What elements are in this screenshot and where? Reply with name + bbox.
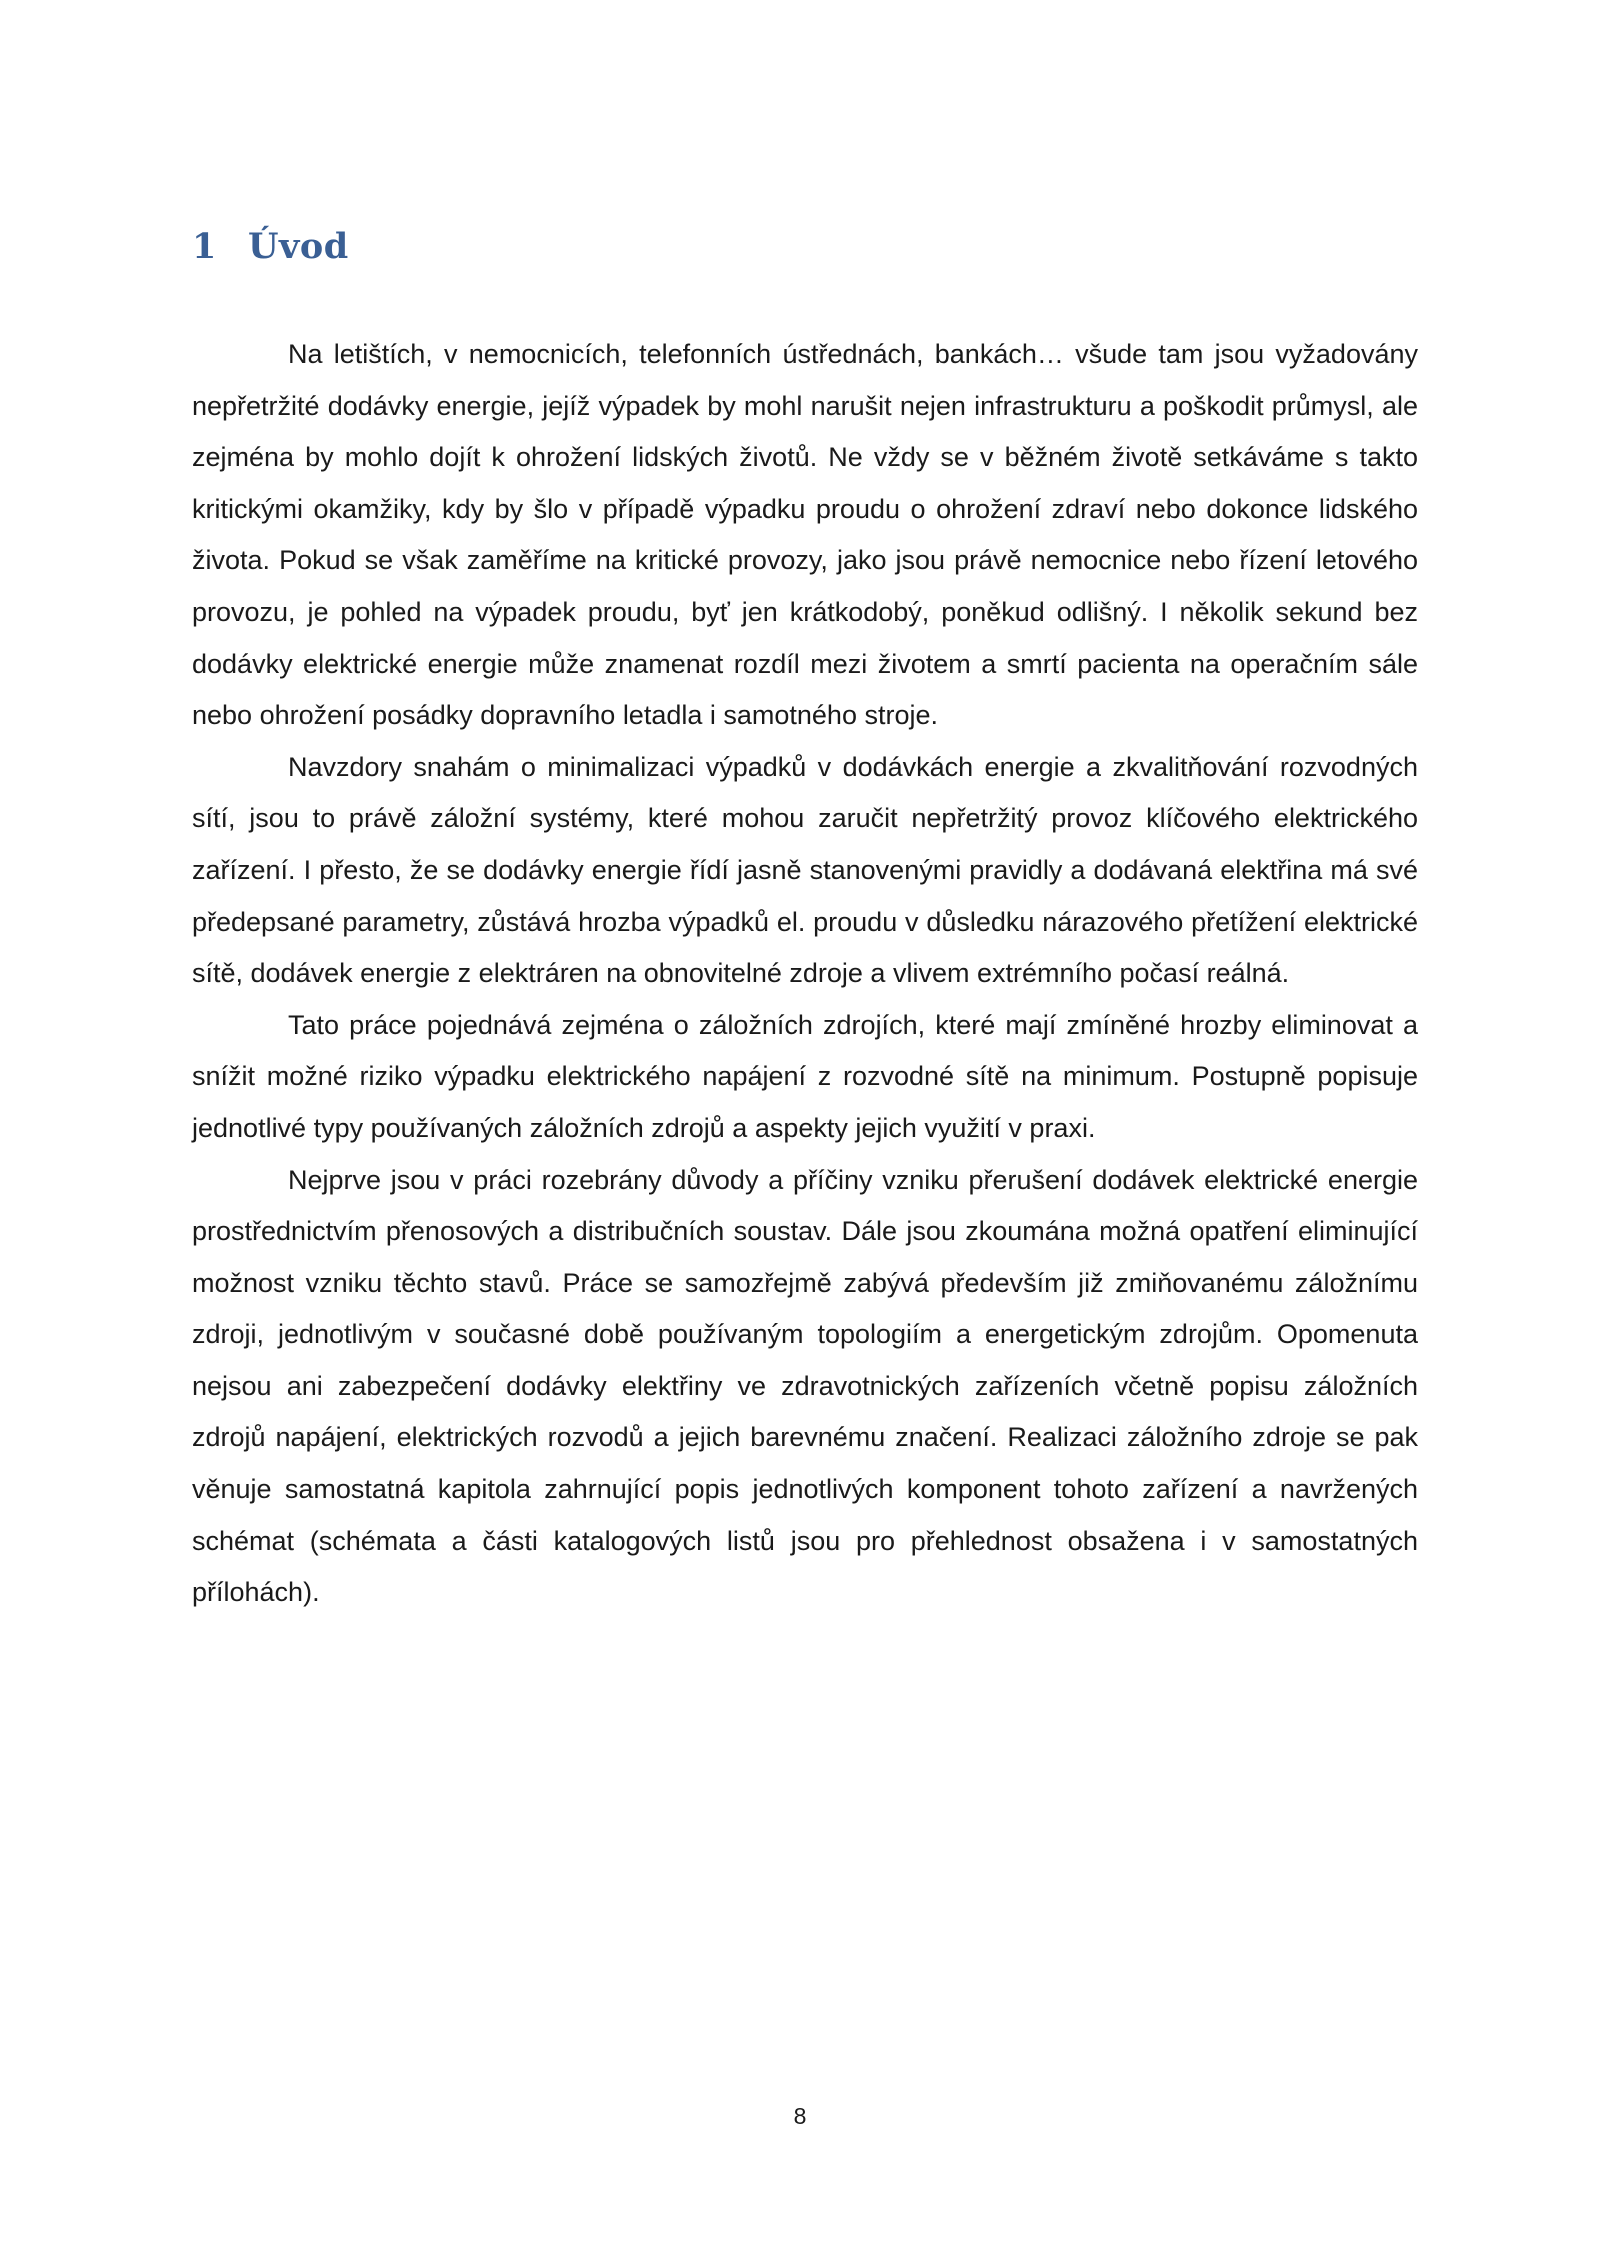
paragraph: Navzdory snahám o minimalizaci výpadků v dodávkách energie a zkvalitňování rozvodných sítí, jsou to právě záložní systémy, které mohou zaručit nepřetržitý provoz klíčového elektrického zařízení. I přesto, že se dodávky energie řídí jasně stanovenými pravidly a dodávaná elektřina má své předepsané parametry, zůstává hrozba výpadků el. proudu v důsledku nárazového přetížení elektrické sítě, dodávek energie z elektráren na obnovitelné zdroje a vlivem extrémního počasí reálná. <box>192 751 1418 989</box>
page-number: 8 <box>793 2103 807 2129</box>
chapter-heading <box>192 226 349 268</box>
paragraph: Na letištích, v nemocnicích, telefonních ústřednách, bankách… všude tam jsou vyžadovány nepřetržité dodávky energie, jejíž výpadek by mohl narušit nejen infrastrukturu a poškodit průmysl, ale zejména by mohlo dojít k ohrožení lidských životů. Ne vždy se v běžném životě setkáváme s takto kritickými okamžiky, kdy by šlo v případě výpadku proudu o ohrožení zdraví nebo dokonce lidského života. Pokud se však zaměříme na kritické provozy, jako jsou právě nemocnice nebo řízení letového provozu, je pohled na výpadek proudu, byť jen krátkodobý, poněkud odlišný. I několik sekund bez dodávky elektrické energie může znamenat rozdíl mezi životem a smrtí pacienta na operačním sále nebo ohrožení posádky dopravního letadla i samotného stroje. <box>192 339 1418 731</box>
chapter-title: Úvod <box>248 226 349 267</box>
paragraph: Tato práce pojednává zejména o záložních zdrojích, které mají zmíněné hrozby eliminovat a snížit možné riziko výpadku elektrického napájení z rozvodné sítě na minimum. Postupně popisuje jednotlivé typy používaných záložních zdrojů a aspekty jejich využití v praxi. <box>192 1009 1418 1143</box>
chapter-number: 1 <box>192 226 217 267</box>
chapter-body <box>192 329 1418 1619</box>
paragraph: Nejprve jsou v práci rozebrány důvody a příčiny vzniku přerušení dodávek elektrické energie prostřednictvím přenosových a distribučních soustav. Dále jsou zkoumána možná opatření eliminující možnost vzniku těchto stavů. Práce se samozřejmě zabývá především již zmiňovanému záložnímu zdroji, jednotlivým v současné době používaným topologiím a energetickým zdrojům. Opomenuta nejsou ani zabezpečení dodávky elektřiny ve zdravotnických zařízeních včetně popisu záložních zdrojů napájení, elektrických rozvodů a jejich barevnému značení. Realizaci záložního zdroje se pak věnuje samostatná kapitola zahrnující popis jednotlivých komponent tohoto zařízení a navržených schémat (schémata a části katalogových listů jsou pro přehlednost obsažena i v samostatných přílohách). <box>192 1164 1418 1608</box>
